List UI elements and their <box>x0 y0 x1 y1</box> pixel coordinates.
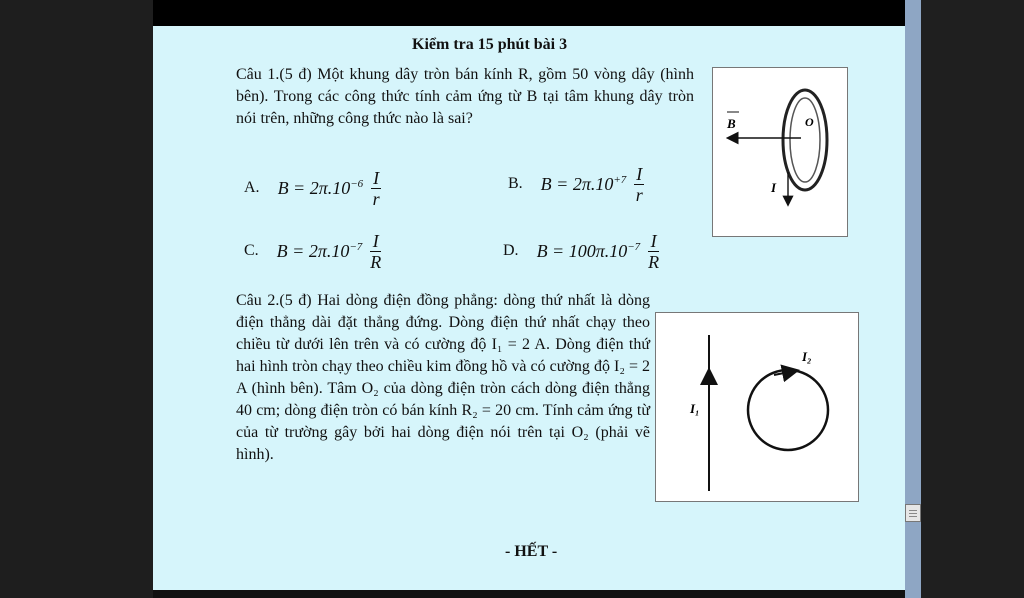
question-1-text: Câu 1.(5 đ) Một khung dây tròn bán kính R, gồm 50 vòng dây (hình bên). Trong các công thức tính cảm ứng từ B tại tâm khung dây tròn nói trên, những công thức nào là sai? <box>236 66 694 127</box>
option-a-denominator: r <box>372 189 380 209</box>
currents-diagram <box>656 313 858 501</box>
option-c-fraction <box>370 231 381 272</box>
option-a-numerator: I <box>373 168 380 188</box>
option-b <box>508 164 644 205</box>
option-d-formula: B = 100π.10 <box>536 241 628 261</box>
i1-label: I₁ <box>690 401 700 416</box>
coil-figure <box>712 67 848 237</box>
option-d-denominator: R <box>648 252 660 272</box>
question-2-text: Câu 2.(5 đ) Hai dòng điện đồng phẳng: dòng thứ nhất là dòng điện thẳng dài đặt thẳng đứng. Dòng điện thứ nhất chạy theo chiều từ dưới lên trên và có cường độ I₁ = 2 A. Dòng điện thứ hai hình tròn chạy theo chiều kim đồng hồ và có cường độ I₂ = 2 A (hình bên). Tâm O₂ của dòng điện tròn cách dòng điện thẳng 40 cm; dòng điện tròn có bán kính R₂ = 20 cm. Tính cảm ứng từ của từ trường gây bởi hai dòng điện nói trên tại O₂ (phải vẽ hình). <box>236 292 650 463</box>
option-b-exponent: +7 <box>613 174 627 186</box>
b-label: B <box>727 116 736 131</box>
page-title: Kiểm tra 15 phút bài 3 <box>412 36 568 53</box>
option-c-denominator: R <box>370 252 382 272</box>
coil-diagram <box>713 68 847 236</box>
i-label: I <box>771 180 777 195</box>
end-marker: - HẾT - <box>505 543 558 560</box>
option-a-fraction <box>371 168 381 209</box>
i2-label: I₂ <box>802 349 812 364</box>
option-c-formula: B = 2π.10 <box>276 241 350 261</box>
option-d-fraction <box>648 231 659 272</box>
o-label: O <box>805 115 814 129</box>
option-b-numerator: I <box>636 164 643 184</box>
option-c-numerator: I <box>370 231 381 252</box>
option-d-numerator: I <box>648 231 659 252</box>
right-background <box>921 0 1024 598</box>
option-b-formula: B = 2π.10 <box>540 174 614 194</box>
option-d-label: D. <box>503 242 519 260</box>
window-bottom-strip <box>153 590 905 598</box>
option-b-fraction <box>634 164 644 205</box>
option-c-label: C. <box>244 242 259 260</box>
option-d <box>503 231 659 272</box>
option-a <box>244 168 381 209</box>
option-a-label: A. <box>244 179 260 197</box>
circular-current <box>748 370 828 450</box>
option-a-formula: B = 2π.10 <box>277 178 351 198</box>
window-top-bar <box>153 0 905 26</box>
coil-inner-ring <box>790 98 820 182</box>
option-c-exponent: −7 <box>349 241 363 253</box>
currents-figure <box>655 312 859 502</box>
option-d-exponent: −7 <box>627 241 641 253</box>
option-b-label: B. <box>508 175 523 193</box>
option-c <box>244 231 381 272</box>
option-a-exponent: −6 <box>350 178 364 190</box>
scrollbar-thumb[interactable] <box>905 504 921 522</box>
option-b-denominator: r <box>635 185 643 205</box>
